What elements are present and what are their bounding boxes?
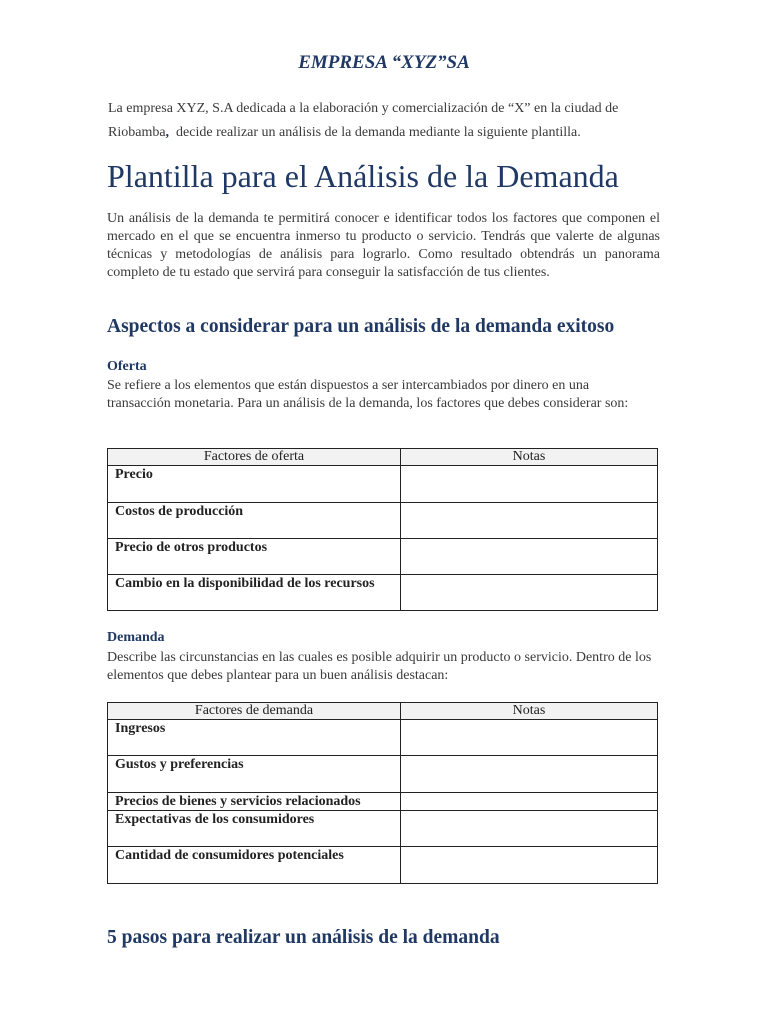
aspects-heading: Aspectos a considerar para un análisis de la demanda exitoso <box>107 316 615 337</box>
demanda-table-header <box>108 703 658 720</box>
notes-cell[interactable] <box>401 811 658 847</box>
factor-label: Precios de bienes y servicios relacionados <box>108 793 401 811</box>
oferta-table-header <box>108 449 658 466</box>
intro-line-2 <box>108 121 668 145</box>
notes-cell[interactable] <box>401 466 658 503</box>
factor-label: Costos de producción <box>108 503 401 539</box>
intro-rest: decide realizar un análisis de la demanda mediante la siguiente plantilla. <box>169 125 581 140</box>
table-row <box>108 793 658 811</box>
demanda-table <box>107 702 658 884</box>
notes-cell[interactable] <box>401 847 658 884</box>
table-row <box>108 847 658 884</box>
demanda-col-notes: Notas <box>401 703 658 720</box>
table-row <box>108 575 658 611</box>
factor-label: Gustos y preferencias <box>108 756 401 793</box>
description-paragraph: Un análisis de la demanda te permitirá conocer e identificar todos los factores que componen el mercado en el que se encuentra inmerso tu producto o servicio. Tendrás que valerte de algunas técnicas y metodologías de análisis para lograrlo. Como resultado obtendrás un panorama completo de tu estado que servirá para conseguir la satisfacción de tus clientes. <box>107 211 660 280</box>
notes-cell[interactable] <box>401 539 658 575</box>
table-row <box>108 720 658 756</box>
oferta-col-notes: Notas <box>401 449 658 466</box>
factor-label: Cambio en la disponibilidad de los recursos <box>108 575 401 611</box>
factor-label: Precio <box>108 466 401 503</box>
table-row <box>108 503 658 539</box>
notes-cell[interactable] <box>401 503 658 539</box>
steps-heading: 5 pasos para realizar un análisis de la demanda <box>107 927 500 948</box>
intro-line-1: La empresa XYZ, S.A dedicada a la elaboración y comercialización de “X” en la ciudad de <box>108 101 619 116</box>
oferta-table <box>107 448 658 611</box>
intro-comma: , <box>165 125 170 140</box>
company-title: EMPRESA “XYZ”SA <box>298 52 470 73</box>
notes-cell[interactable] <box>401 575 658 611</box>
factor-label: Ingresos <box>108 720 401 756</box>
table-row <box>108 811 658 847</box>
notes-cell[interactable] <box>401 720 658 756</box>
table-row <box>108 466 658 503</box>
factor-label: Precio de otros productos <box>108 539 401 575</box>
factor-label: Cantidad de consumidores potenciales <box>108 847 401 884</box>
table-row <box>108 539 658 575</box>
notes-cell[interactable] <box>401 793 658 811</box>
main-title: Plantilla para el Análisis de la Demanda <box>107 158 619 194</box>
demanda-col-factors: Factores de demanda <box>108 703 401 720</box>
oferta-col-factors: Factores de oferta <box>108 449 401 466</box>
oferta-heading: Oferta <box>107 359 147 374</box>
demanda-heading: Demanda <box>107 630 165 645</box>
factor-label: Expectativas de los consumidores <box>108 811 401 847</box>
demanda-description: Describe las circunstancias en las cuales es posible adquirir un producto o servicio. Dentro de los elementos que debes plantear para un buen análisis destacan: <box>107 650 652 683</box>
notes-cell[interactable] <box>401 756 658 793</box>
intro-city: Riobamba <box>108 125 166 140</box>
oferta-description: Se refiere a los elementos que están dispuestos a ser intercambiados por dinero en una transacción monetaria. Para un análisis de la demanda, los factores que debes considerar son: <box>107 378 629 411</box>
intro-paragraph <box>108 97 668 145</box>
table-row <box>108 756 658 793</box>
